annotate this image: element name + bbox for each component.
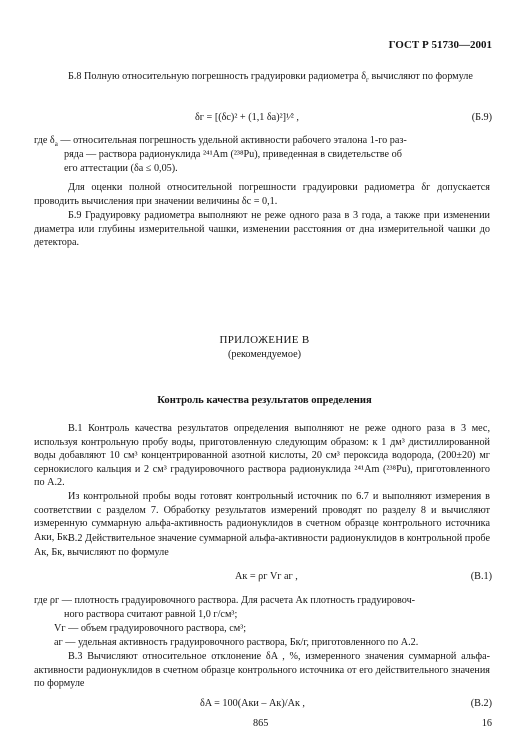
standard-number: ГОСТ Р 51730—2001 <box>388 39 492 51</box>
equation-number-b9: (Б.9) <box>471 112 492 123</box>
formula-v1: Aк = ρг Vг aг , <box>235 571 298 582</box>
paragraph-v3: В.3 Вычисляют относительное отклонение δA , %, измеренного значения суммарной альфа-активности радионуклидов в счетном образце контрольного источника от его действительного значения по формуле <box>34 651 490 690</box>
paragraph-v1-2: Из контрольной пробы воды готовят контрольный источник по 6.7 и выполняют измерения в соответствии с разделом 7. Обработку результатов измерений проводят по разделу 8 и вычисляют измеренную суммарную альфа-активность радионуклидов в счетном образце контрольного источника Aки, Бк. <box>34 491 490 543</box>
where-v2-line-1: где ρг — плотность градуировочного раствора. Для расчета Aк плотность градуировоч- <box>34 595 416 606</box>
paragraph-v2: В.2 Действительное значение суммарной альфа-активности радионуклидов в контрольной пробе Aк, Бк, вычисляют по формуле <box>34 533 490 558</box>
where1-sub: а <box>54 140 58 149</box>
b8-sub: г <box>366 76 369 85</box>
paragraph-b8-note: Для оценки полной относительной погрешности градуировки радиометра δг допускается проводить вычисления при значении величины δс = 0,1. <box>34 182 490 207</box>
annex-title: ПРИЛОЖЕНИЕ В <box>219 334 310 346</box>
sheet-number: 865 <box>253 718 269 729</box>
annex-subtitle: (рекомендуемое) <box>227 349 301 360</box>
where1-text: где δ <box>34 135 55 146</box>
formula-b9: δг = [(δс)² + (1,1 δа)²]¹⁄² , <box>195 112 299 123</box>
b8-text2: вычисляют по формуле <box>368 71 473 82</box>
paragraph-b8 <box>34 70 490 88</box>
equation-number-v1: (В.1) <box>470 571 492 582</box>
formula-v2: δA = 100(Aки – Aк)/Aк , <box>200 698 305 709</box>
paragraph-v1: В.1 Контроль качества результатов определения выполняют не реже одного раза в 3 мес, используя контрольную пробу воды, приготовленную следующим образом: к 1 дм³ дистиллированной воды добавляют 10 см³ концентрированной азотной кислоты, 20 см³ пероксида водорода, (200±20) мг сернокислого кальция и 2 см³ градуировочного раствора радионуклида ²⁴¹Am (²³⁸Pu), приготовленного по А.2. <box>34 423 490 489</box>
annex-heading: Контроль качества результатов определения <box>157 395 372 406</box>
where1-body: — относительная погрешность удельной активности рабочего эталона 1-го раз- <box>57 135 407 146</box>
equation-number-v2: (В.2) <box>470 698 492 709</box>
where-v2-line-2: Vг — объем градуировочного раствора, см³; <box>54 623 247 634</box>
page-number: 16 <box>481 718 492 729</box>
b8-text: Б.8 Полную относительную погрешность градуировки радиометра δ <box>68 71 367 82</box>
where-line-2: ряда — раствора радионуклида ²⁴¹Am (²³⁸Pu), приведенная в свидетельстве об <box>64 149 402 160</box>
where-v2-line-1b: ного раствора считают равной 1,0 г/см³; <box>64 609 238 620</box>
paragraph-b9: Б.9 Градуировку радиометра выполняют не реже одного раза в 3 года, а также при изменении диаметра или глубины измерительной чашки, изменении расстояния от дна измерительной чашки до детектора. <box>34 210 490 249</box>
where-line-3: его аттестации (δа ≤ 0,05). <box>64 163 178 174</box>
where-v2-line-3: aг — удельная активность градуировочного раствора, Бк/г, приготовленного по А.2. <box>54 637 419 648</box>
